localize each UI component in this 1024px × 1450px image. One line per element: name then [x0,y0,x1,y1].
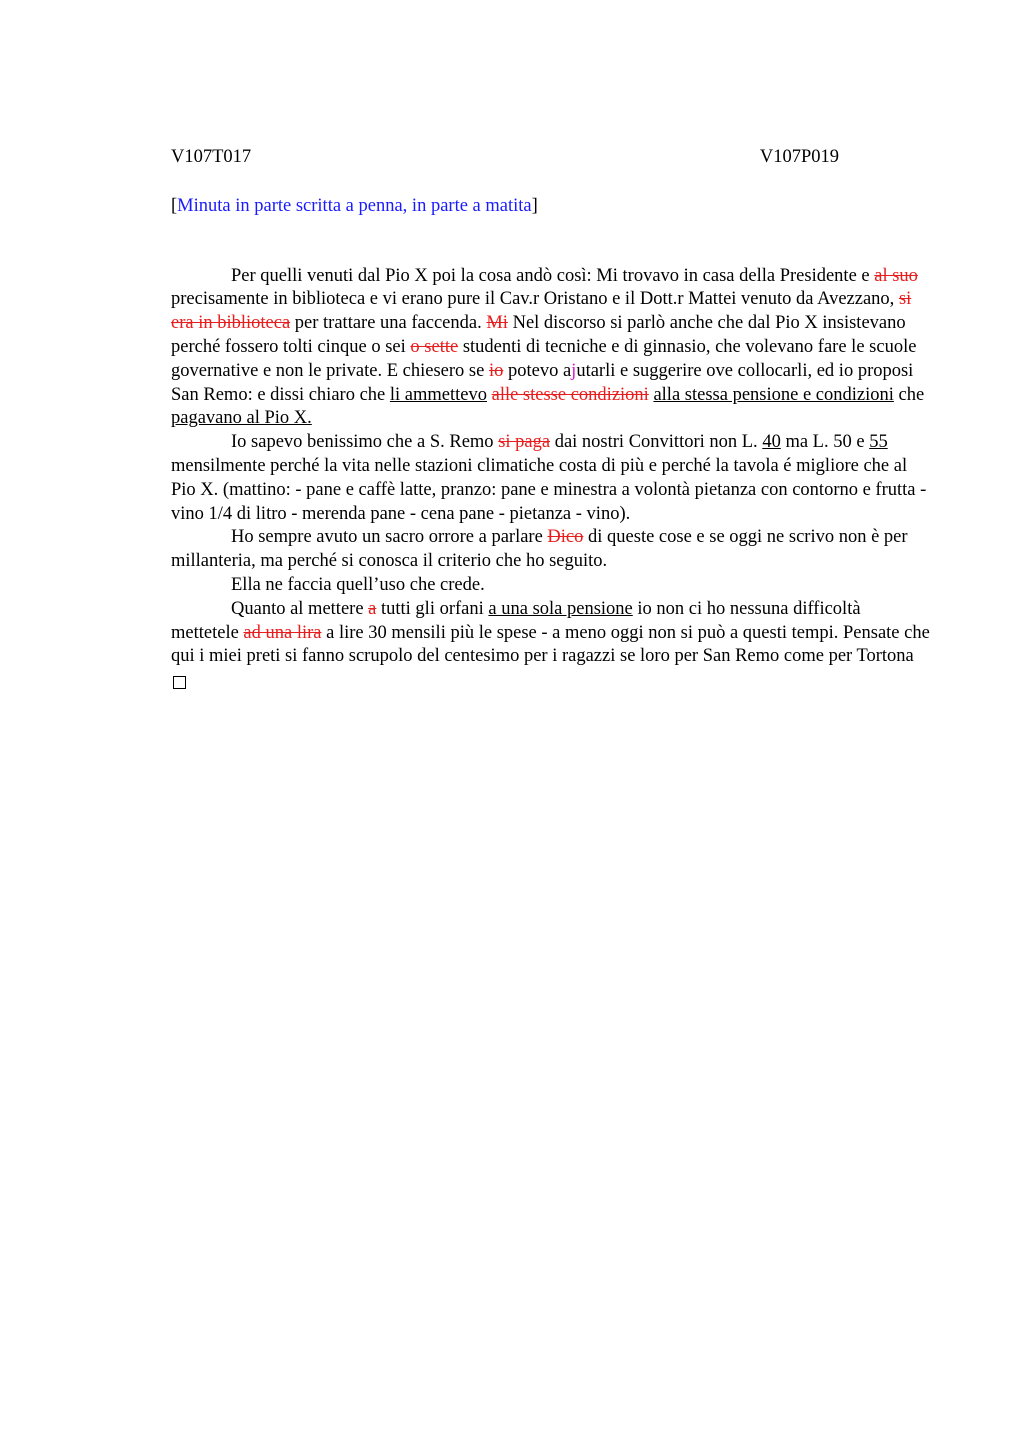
square-box-icon [173,676,186,689]
deleted-text: io [488,360,504,381]
deleted-text: ad una lira [243,622,322,643]
inserted-letter: j [571,360,577,381]
text-run: Nel discorso si parlò anche che dal Pio X insistevano perché fossero tolti cinque o sei [171,313,906,357]
underlined-text: a una sola pensione [488,598,633,619]
paragraph-5 [171,598,931,669]
text-run: studenti di tecniche e di ginnasio, che volevano fare le scuole governative e non le private. E chiesero se [171,336,917,381]
text-run: Quanto al mettere [231,598,369,619]
deleted-text: a [368,598,377,619]
deleted-text: si era in biblioteca [171,289,912,334]
text-run: mensilmente perché la vita nelle stazioni climatiche costa di più e perché la tavola é migliore che al Pio X. (mattino: - pane e caffè latte, pranzo: pane e minestra a volontà pietanza con contorno e frutta - vino 1/4 di litro - merenda pane - cena pane - pietanza - vino). [171,455,927,524]
note-bracket-close: ] [531,195,538,216]
paragraph-4 [171,574,931,598]
text-run: a lire 30 mensili più le spese - a meno oggi non si può a questi tempi. Pensate che qui i miei preti si fanno scrupolo del centesimo per i ragazzi se loro per San Remo come per Tortona [171,622,930,667]
letter-body [171,265,931,697]
paragraph-3 [171,526,931,574]
left-document-id: V107T017 [171,147,252,167]
deleted-text: al suo [874,265,918,286]
underlined-text: 40 [762,432,781,453]
text-run: Per quelli venuti dal Pio X poi la cosa andò così: Mi trovavo in casa della Presidente e [231,265,875,286]
text-run: che [893,384,925,405]
text-run: Ho sempre avuto un sacro orrore a parlare [231,527,548,548]
underlined-text: li ammettevo [389,384,487,405]
text-run: precisamente in biblioteca e vi erano pure il Cav.r Oristano e il Dott.r Mattei venuto da Avezzano, [171,289,899,310]
text-run: di queste cose e se oggi ne scrivo non è per millanteria, ma perché si conosca il criterio che ho seguito. [171,527,908,572]
deleted-text: Dico [547,527,584,548]
paragraph-1 [171,265,931,432]
deleted-text: Mi [486,313,508,334]
note-bracket-open: [ [171,195,178,216]
underlined-text: 55 [869,432,888,453]
text-run: Io sapevo benissimo che a S. Remo [231,432,499,453]
text-run: io non ci ho nessuna difficoltà mettetele [171,598,861,643]
note-text: Minuta in parte scritta a penna, in parte a matita [177,195,532,216]
text-run: potevo a [503,360,572,381]
document-page [171,146,931,697]
text-run: dai nostri Convittori non L. [550,432,763,453]
text-run: utarli e suggerire ove collocarli, ed io proposi San Remo: e dissi chiaro che [171,360,914,405]
text-run: tutti gli orfani [376,598,489,619]
deleted-text: o sette [410,336,459,357]
text-run: Ella ne faccia quell’uso che crede. [231,574,485,595]
text-run: per trattare una faccenda. [290,313,487,334]
deleted-text: si paga [498,432,551,453]
underlined-text: alla stessa pensione e condizioni [653,384,894,405]
underlined-text: pagavano al Pio X. [171,408,312,429]
end-marker [171,669,931,697]
text-run: ma L. 50 e [780,432,870,453]
editorial-note [171,195,931,219]
right-document-id: V107P019 [759,147,839,167]
paragraph-2 [171,431,931,526]
header-ids [171,146,839,170]
deleted-text: alle stesse condizioni [491,384,649,405]
